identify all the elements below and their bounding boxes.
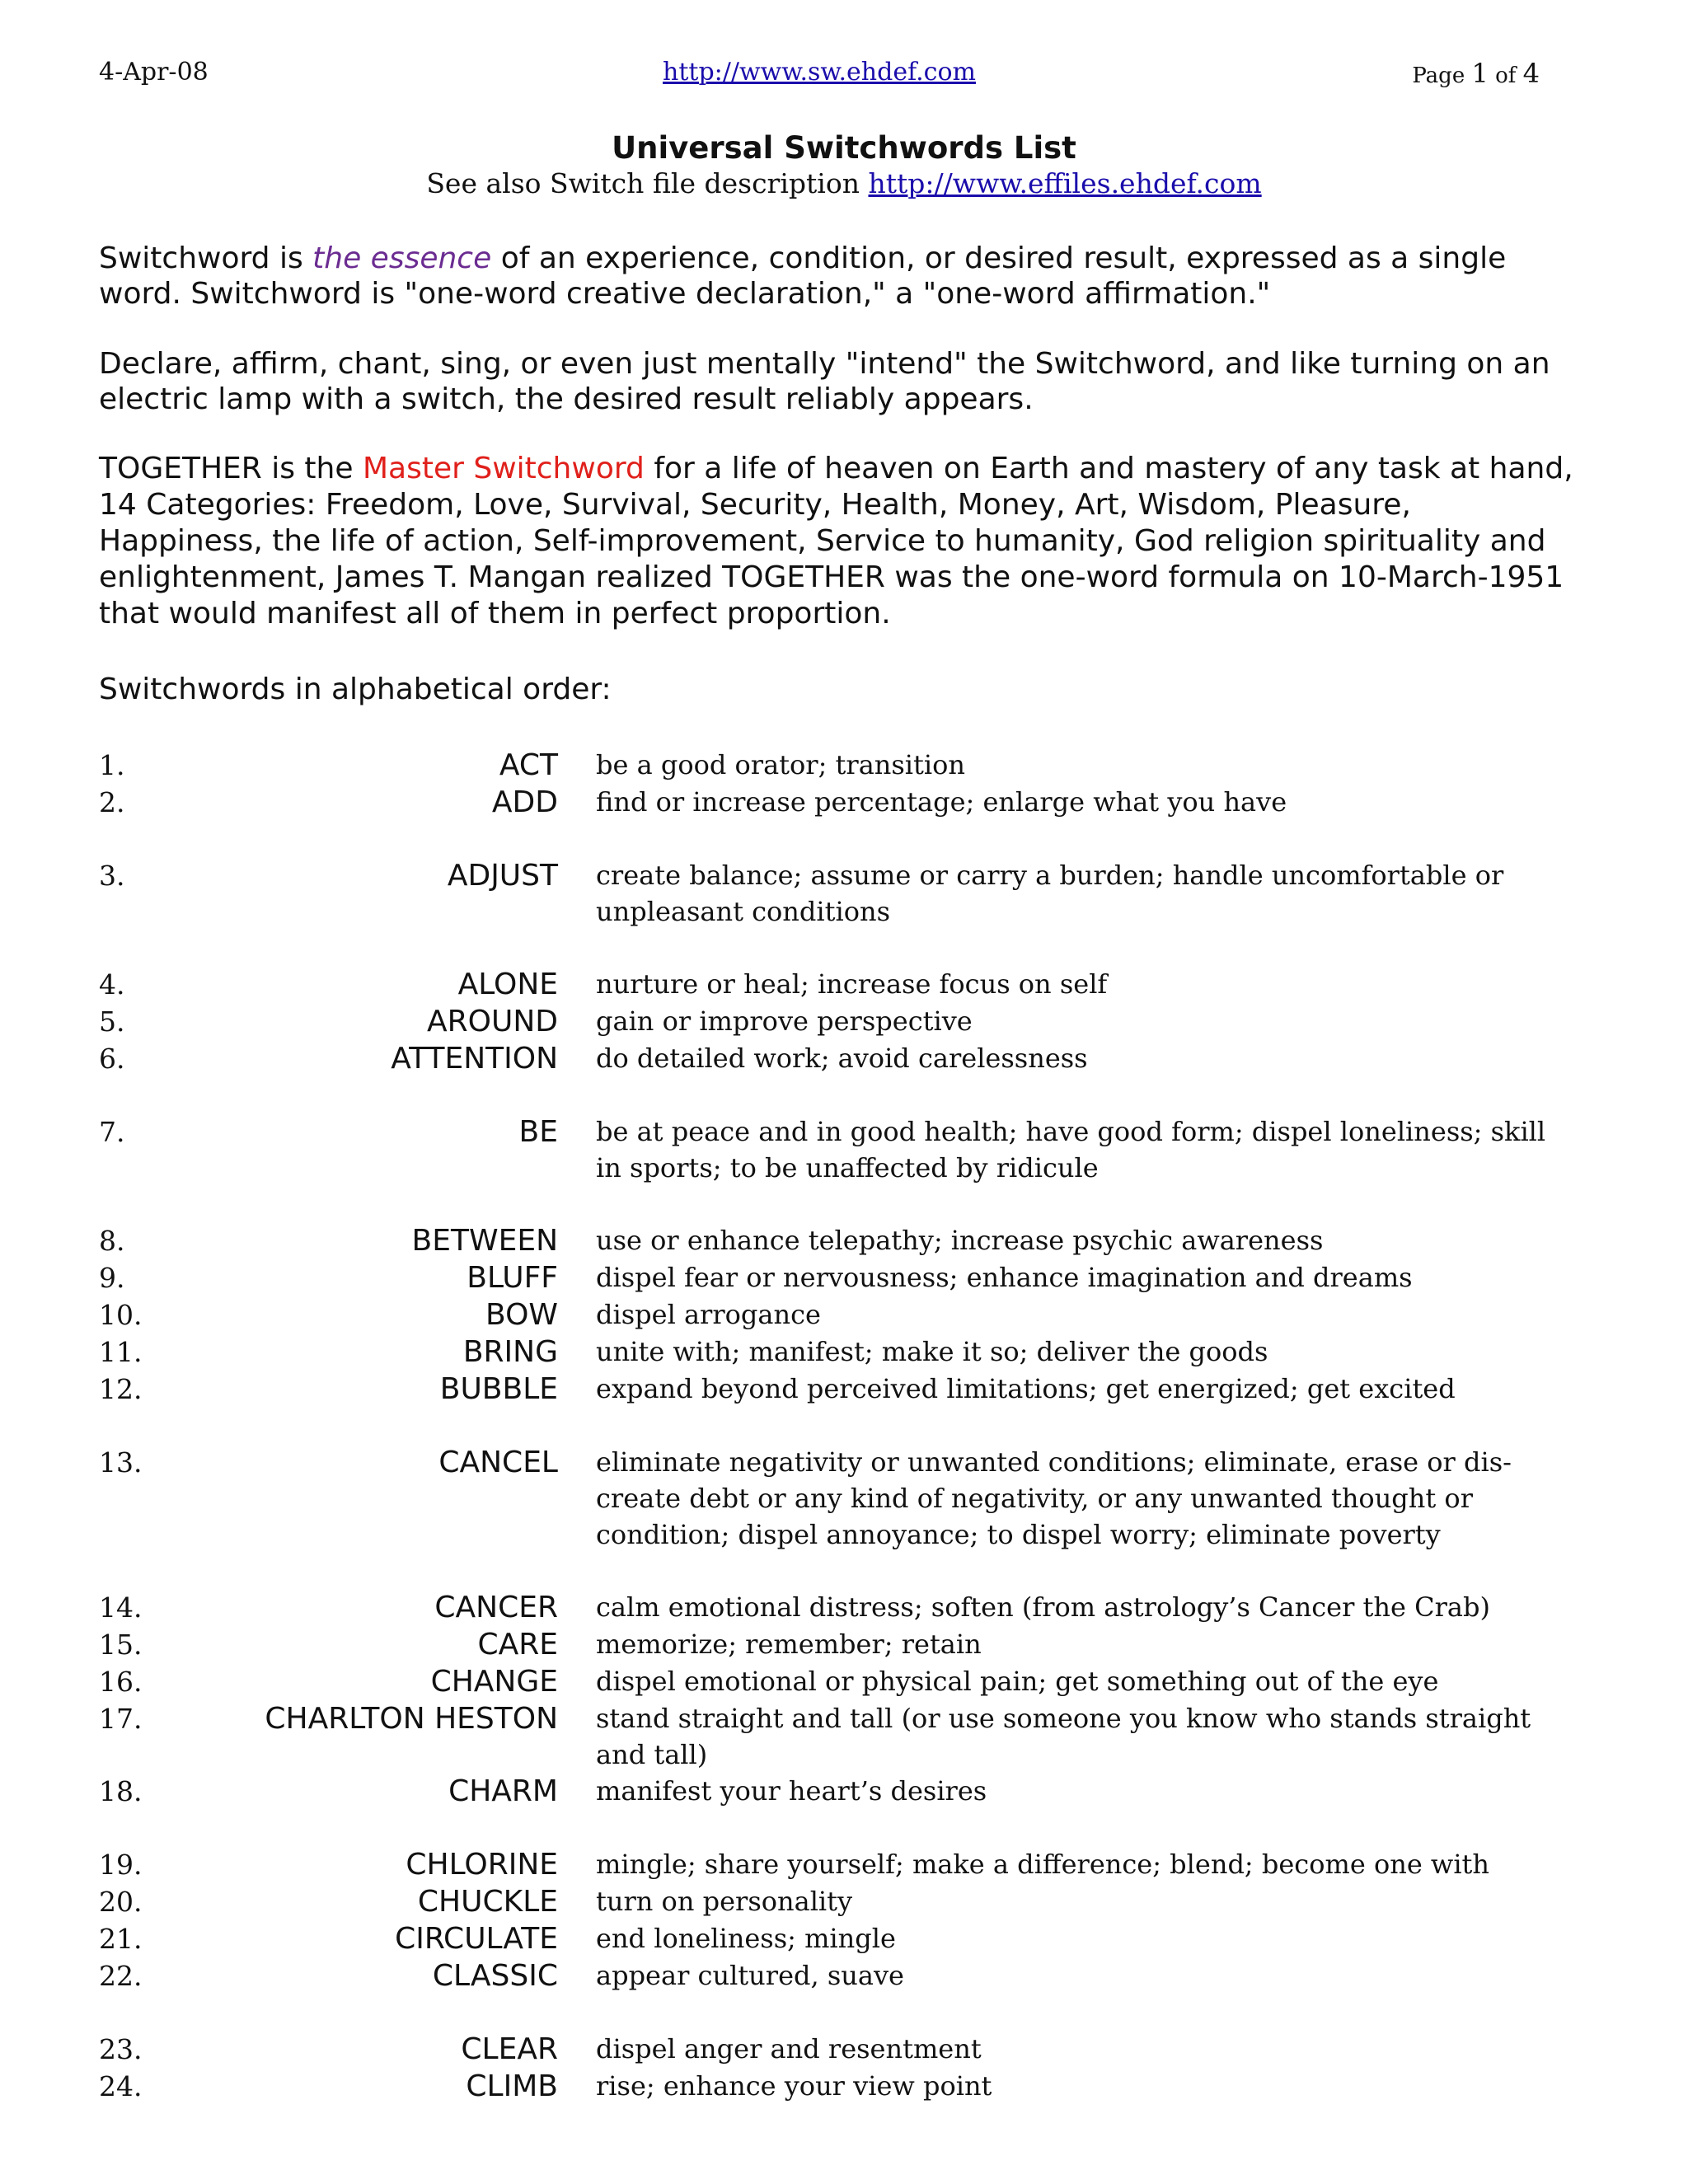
intro-paragraph-usage: Declare, affirm, chant, sing, or even just mentally "intend" the Switchword, and like turning on an electric lamp with a switch, the desired result reliably appears. xyxy=(99,347,1550,416)
switchword-definition: mingle; share yourself; make a difference; blend; become one with xyxy=(596,1849,1490,1880)
switchword: ATTENTION xyxy=(391,1042,558,1076)
switchword-definition: do detailed work; avoid carelessness xyxy=(596,1043,1088,1074)
switchword-definition: unite with; manifest; make it so; deliver the goods xyxy=(596,1336,1268,1367)
switchword-definition: create balance; assume or carry a burden; handle uncomfortable or unpleasant conditions xyxy=(596,860,1504,927)
switchword-definition: appear cultured, suave xyxy=(596,1960,904,1991)
list-item: 21. CIRCULATE end loneliness; mingle xyxy=(99,1920,1582,1957)
switchword-definition: dispel fear or nervousness; enhance imagination and dreams xyxy=(596,1262,1413,1293)
switchword: CLEAR xyxy=(461,2032,558,2066)
list-item: 15. CARE memorize; remember; retain xyxy=(99,1626,1582,1663)
list-item: 4. ALONE nurture or heal; increase focus on self xyxy=(99,966,1582,1003)
switchword: BUBBLE xyxy=(439,1372,558,1406)
switchword-definition: expand beyond perceived limitations; get energized; get excited xyxy=(596,1373,1456,1404)
list-item: 22. CLASSIC appear cultured, suave xyxy=(99,1957,1582,1994)
list-item: 5. AROUND gain or improve perspective xyxy=(99,1003,1582,1040)
switchword-definition: calm emotional distress; soften (from astrology’s Cancer the Crab) xyxy=(596,1591,1490,1623)
switchword: CLASSIC xyxy=(432,1959,558,1993)
list-item: 9. BLUFF dispel fear or nervousness; enhance imagination and dreams xyxy=(99,1259,1582,1296)
switchword: CANCEL xyxy=(438,1446,558,1479)
document-title: Universal Switchwords List xyxy=(612,130,1076,166)
list-item: 3. ADJUST create balance; assume or carry a burden; handle uncomfortable or unpleasant conditions xyxy=(99,857,1582,930)
switchword-definition: turn on personality xyxy=(596,1886,853,1917)
list-item: 1. ACT be a good orator; transition xyxy=(99,747,1582,784)
switchword: ADJUST xyxy=(447,859,558,893)
list-item: 19. CHLORINE mingle; share yourself; make a difference; blend; become one with xyxy=(99,1846,1582,1883)
switchword: CHLORINE xyxy=(406,1848,558,1882)
switchword: BOW xyxy=(485,1298,558,1332)
switchword-definition: dispel emotional or physical pain; get something out of the eye xyxy=(596,1666,1439,1697)
list-item: 12. BUBBLE expand beyond perceived limitations; get energized; get excited xyxy=(99,1371,1582,1408)
header-url-link[interactable]: http://www.sw.ehdef.com xyxy=(663,58,976,87)
page-number: Page 1 of 4 xyxy=(1412,58,1540,89)
switchword-definition: dispel arrogance xyxy=(596,1299,821,1330)
intro-paragraph-definition: Switchword is the essence of an experience, condition, or desired result, expressed as a single word. Switchword is "one-word creative declaration," a "one-word affirmation." xyxy=(99,241,1507,311)
switchword: ACT xyxy=(499,748,558,782)
switchword-definition: be a good orator; transition xyxy=(596,749,965,780)
essence-emphasis: the essence xyxy=(312,241,492,275)
switchword-definition: be at peace and in good health; have good form; dispel loneliness; skill in sports; to be unaffected by ridicule xyxy=(596,1116,1546,1183)
switchword: CHUCKLE xyxy=(417,1885,558,1919)
switchword: AROUND xyxy=(427,1005,558,1038)
switchword-definition: rise; enhance your view point xyxy=(596,2070,992,2102)
switchword: CLIMB xyxy=(466,2069,558,2103)
list-item: 6. ATTENTION do detailed work; avoid carelessness xyxy=(99,1040,1582,1077)
switchword-definition: use or enhance telepathy; increase psychic awareness xyxy=(596,1225,1324,1256)
switchword: ADD xyxy=(491,785,558,819)
list-item: 13. CANCEL eliminate negativity or unwanted conditions; eliminate, erase or dis-create debt or any kind of negativity, or any unwanted thought or condition; dispel annoyance; to dispel worry; eliminate poverty xyxy=(99,1444,1582,1553)
master-switchword-highlight: Master Switchword xyxy=(362,452,645,485)
header-date: 4-Apr-08 xyxy=(99,58,209,87)
switchword: CARE xyxy=(477,1628,558,1661)
list-item: 18. CHARM manifest your heart’s desires xyxy=(99,1773,1582,1810)
list-item: 11. BRING unite with; manifest; make it so; deliver the goods xyxy=(99,1333,1582,1371)
list-item: 16. CHANGE dispel emotional or physical pain; get something out of the eye xyxy=(99,1663,1582,1700)
list-item: 10. BOW dispel arrogance xyxy=(99,1296,1582,1333)
switchword-definition: memorize; remember; retain xyxy=(596,1629,982,1660)
list-heading: Switchwords in alphabetical order: xyxy=(99,673,612,706)
switchword: ALONE xyxy=(457,968,558,1001)
list-item: 23. CLEAR dispel anger and resentment xyxy=(99,2031,1582,2068)
switchword-definition: eliminate negativity or unwanted conditions; eliminate, erase or dis-create debt or any kind of negativity, or any unwanted thought or condition; dispel annoyance; to dispel worry; eliminate poverty xyxy=(596,1446,1512,1550)
switchword-definition: nurture or heal; increase focus on self xyxy=(596,968,1108,1000)
switchword-definition: manifest your heart’s desires xyxy=(596,1775,987,1807)
list-item: 8. BETWEEN use or enhance telepathy; increase psychic awareness xyxy=(99,1222,1582,1259)
switchword: BETWEEN xyxy=(411,1224,558,1258)
subtitle-link[interactable]: http://www.effiles.ehdef.com xyxy=(868,167,1262,199)
switchword: BLUFF xyxy=(467,1261,558,1295)
switchword-definition: stand straight and tall (or use someone you know who stands straight and tall) xyxy=(596,1703,1531,1770)
switchword: BE xyxy=(518,1115,558,1149)
list-item: 20. CHUCKLE turn on personality xyxy=(99,1883,1582,1920)
switchword-definition: gain or improve perspective xyxy=(596,1005,973,1037)
switchword-list xyxy=(99,747,1582,2105)
switchword: CHARM xyxy=(448,1774,558,1808)
switchword: CHARLTON HESTON xyxy=(265,1702,558,1736)
list-item: 2. ADD find or increase percentage; enlarge what you have xyxy=(99,784,1582,821)
switchword: CIRCULATE xyxy=(395,1922,558,1956)
list-item: 7. BE be at peace and in good health; have good form; dispel loneliness; skill in sports; to be unaffected by ridicule xyxy=(99,1113,1582,1186)
switchword-definition: find or increase percentage; enlarge what you have xyxy=(596,786,1287,818)
switchword-definition: dispel anger and resentment xyxy=(596,2033,982,2064)
document-subtitle: See also Switch file description http://www.effiles.ehdef.com xyxy=(426,167,1262,199)
list-item: 14. CANCER calm emotional distress; soften (from astrology’s Cancer the Crab) xyxy=(99,1589,1582,1626)
intro-paragraph-master: TOGETHER is the Master Switchword for a life of heaven on Earth and mastery of any task at hand, 14 Categories: Freedom, Love, Survival, Security, Health, Money, Art, Wisdom, Pleasure, Happiness, the life of action, Self-improvement, Service to humanity, God religion spirituality and enlightenment, James T. Mangan realized TOGETHER was the one-word formula on 10-March-1951 that would manifest all of them in perfect proportion. xyxy=(99,452,1573,630)
switchword: CHANGE xyxy=(430,1665,558,1699)
switchword: BRING xyxy=(462,1335,558,1369)
list-item: 17. CHARLTON HESTON stand straight and tall (or use someone you know who stands straight and tall) xyxy=(99,1700,1582,1773)
list-item: 24. CLIMB rise; enhance your view point xyxy=(99,2068,1582,2105)
page-header xyxy=(99,58,1540,99)
switchword-definition: end loneliness; mingle xyxy=(596,1923,896,1954)
switchword: CANCER xyxy=(434,1591,558,1624)
